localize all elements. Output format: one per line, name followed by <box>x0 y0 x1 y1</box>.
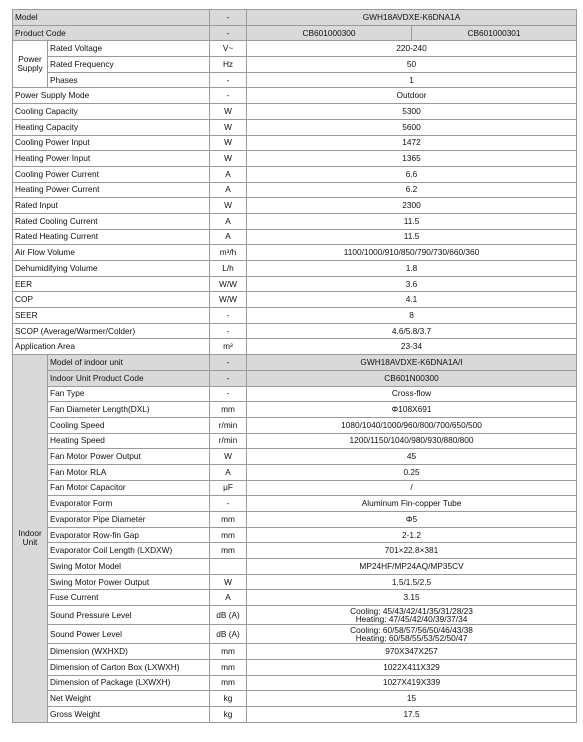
sound-heating-line: Heating: 47/45/42/40/39/37/34 <box>355 614 468 625</box>
row-label: COP <box>13 292 210 308</box>
row-unit: mm <box>210 402 247 418</box>
row-label: Fan Type <box>48 386 210 402</box>
indoor-unit-section <box>13 355 577 722</box>
row-unit: W <box>210 151 247 167</box>
row-unit: - <box>210 355 247 371</box>
row-value: 220-240 <box>247 41 577 57</box>
row-label: Fan Motor Power Output <box>48 449 210 465</box>
table-row <box>13 25 577 41</box>
row-value: 1365 <box>247 151 577 167</box>
row-value: GWH18AVDXE-K6DNA1A/I <box>247 355 577 371</box>
row-label: Evaporator Row-fin Gap <box>48 527 210 543</box>
spec-table <box>12 9 577 723</box>
table-row <box>13 659 577 675</box>
row-unit: - <box>210 25 247 41</box>
indoor-unit-group-label: Indoor Unit <box>13 355 48 722</box>
table-row <box>13 527 577 543</box>
table-row <box>13 449 577 465</box>
sound-cooling-line: Cooling: 45/43/42/41/35/31/28/23 <box>350 606 473 617</box>
row-unit: mm <box>210 644 247 660</box>
row-value: 0.25 <box>247 464 577 480</box>
row-value: 2-1.2 <box>247 527 577 543</box>
table-row <box>13 464 577 480</box>
table-row <box>13 574 577 590</box>
table-row <box>13 339 577 355</box>
table-row <box>13 276 577 292</box>
row-unit: A <box>210 213 247 229</box>
row-unit: A <box>210 229 247 245</box>
row-label: Fan Diameter Length(DXL) <box>48 402 210 418</box>
row-unit: W <box>210 119 247 135</box>
row-value: GWH18AVDXE-K6DNA1A <box>247 10 577 26</box>
row-label: Application Area <box>13 339 210 355</box>
row-label: Sound Pressure Level <box>48 606 210 625</box>
table-row <box>13 323 577 339</box>
row-value: 1080/1040/1000/960/800/700/650/500 <box>247 417 577 433</box>
table-row <box>13 292 577 308</box>
row-value: 4.1 <box>247 292 577 308</box>
table-row <box>13 496 577 512</box>
sound-heating-line: Heating: 60/58/55/53/52/50/47 <box>355 633 468 644</box>
row-unit: W <box>210 104 247 120</box>
row-unit: μF <box>210 480 247 496</box>
table-row <box>13 41 577 57</box>
table-row <box>13 543 577 559</box>
row-value: CB601000301 <box>412 25 577 41</box>
row-label: Evaporator Pipe Diameter <box>48 512 210 528</box>
row-unit: r/min <box>210 433 247 449</box>
row-unit: mm <box>210 527 247 543</box>
row-label: Rated Input <box>13 198 210 214</box>
row-value: 1 <box>247 72 577 88</box>
row-value <box>247 606 577 625</box>
row-label: Heating Power Current <box>13 182 210 198</box>
row-unit: W <box>210 135 247 151</box>
row-value: Aluminum Fin-copper Tube <box>247 496 577 512</box>
row-label: Heating Speed <box>48 433 210 449</box>
row-unit: A <box>210 166 247 182</box>
row-unit: mm <box>210 512 247 528</box>
row-value: MP24HF/MP24AQ/MP35CV <box>247 559 577 575</box>
row-unit: W <box>210 449 247 465</box>
row-unit: kg <box>210 706 247 722</box>
row-label: Fan Motor RLA <box>48 464 210 480</box>
row-value: 970X347X257 <box>247 644 577 660</box>
row-value: Φ108X691 <box>247 402 577 418</box>
table-row <box>13 72 577 88</box>
row-label: Rated Cooling Current <box>13 213 210 229</box>
row-value: CB601000300 <box>247 25 412 41</box>
table-row <box>13 10 577 26</box>
row-label: Sound Power Level <box>48 625 210 644</box>
row-value: 23-34 <box>247 339 577 355</box>
row-unit: A <box>210 182 247 198</box>
table-row <box>13 57 577 73</box>
row-unit: - <box>210 10 247 26</box>
table-row <box>13 606 577 625</box>
row-value: 45 <box>247 449 577 465</box>
row-unit: kg <box>210 691 247 707</box>
row-label: Rated Heating Current <box>13 229 210 245</box>
table-row <box>13 166 577 182</box>
row-unit: r/min <box>210 417 247 433</box>
row-unit: - <box>210 308 247 324</box>
row-value: 1027X419X339 <box>247 675 577 691</box>
row-value: 1022X411X329 <box>247 659 577 675</box>
table-row <box>13 559 577 575</box>
row-label: Heating Power Input <box>13 151 210 167</box>
row-value: Cross-flow <box>247 386 577 402</box>
table-row <box>13 417 577 433</box>
row-unit: L/h <box>210 261 247 277</box>
row-label: Dimension (WXHXD) <box>48 644 210 660</box>
row-value: 50 <box>247 57 577 73</box>
row-unit: - <box>210 88 247 104</box>
row-unit: dB (A) <box>210 625 247 644</box>
table-row <box>13 119 577 135</box>
table-row <box>13 88 577 104</box>
row-value: Φ5 <box>247 512 577 528</box>
row-value: 1100/1000/910/850/790/730/660/360 <box>247 245 577 261</box>
row-value: 1.8 <box>247 261 577 277</box>
row-label: Cooling Speed <box>48 417 210 433</box>
row-label: Rated Frequency <box>48 57 210 73</box>
row-value: / <box>247 480 577 496</box>
table-row <box>13 213 577 229</box>
row-label: Evaporator Coil Length (LXDXW) <box>48 543 210 559</box>
table-row <box>13 433 577 449</box>
row-value: 15 <box>247 691 577 707</box>
row-unit: W <box>210 574 247 590</box>
row-label: Heating Capacity <box>13 119 210 135</box>
row-unit: - <box>210 496 247 512</box>
row-unit: W/W <box>210 276 247 292</box>
row-unit: dB (A) <box>210 606 247 625</box>
general-section <box>13 88 577 355</box>
power-supply-group-label: Power Supply <box>13 41 48 88</box>
row-value: 3.6 <box>247 276 577 292</box>
row-label: SEER <box>13 308 210 324</box>
row-label: Product Code <box>13 25 210 41</box>
table-row <box>13 402 577 418</box>
row-label: Fuse Current <box>48 590 210 606</box>
row-value: CB601N00300 <box>247 370 577 386</box>
row-value: 5300 <box>247 104 577 120</box>
row-value: Outdoor <box>247 88 577 104</box>
row-label: Dimension of Package (LXWXH) <box>48 675 210 691</box>
row-label: Air Flow Volume <box>13 245 210 261</box>
row-label: Cooling Capacity <box>13 104 210 120</box>
row-label: Indoor Unit Product Code <box>48 370 210 386</box>
row-label: Swing Motor Power Output <box>48 574 210 590</box>
row-value: 1200/1150/1040/980/930/880/800 <box>247 433 577 449</box>
table-row <box>13 386 577 402</box>
table-row <box>13 512 577 528</box>
table-row <box>13 182 577 198</box>
table-row <box>13 480 577 496</box>
row-unit: W/W <box>210 292 247 308</box>
row-unit: V~ <box>210 41 247 57</box>
table-row <box>13 229 577 245</box>
row-value: 3.15 <box>247 590 577 606</box>
row-label: Dimension of Carton Box (LXWXH) <box>48 659 210 675</box>
row-label: Model of indoor unit <box>48 355 210 371</box>
row-label: SCOP (Average/Warmer/Colder) <box>13 323 210 339</box>
row-unit: mm <box>210 543 247 559</box>
row-value: 6.6 <box>247 166 577 182</box>
row-unit: A <box>210 464 247 480</box>
table-row <box>13 706 577 722</box>
row-value <box>247 625 577 644</box>
row-label: Cooling Power Input <box>13 135 210 151</box>
table-row <box>13 245 577 261</box>
row-unit: W <box>210 198 247 214</box>
row-label: Fan Motor Capacitor <box>48 480 210 496</box>
row-value: 11.5 <box>247 213 577 229</box>
row-value: 701×22.8×381 <box>247 543 577 559</box>
table-row <box>13 308 577 324</box>
table-row <box>13 104 577 120</box>
table-row <box>13 675 577 691</box>
table-row <box>13 151 577 167</box>
table-row <box>13 198 577 214</box>
row-unit: mm <box>210 675 247 691</box>
row-value: 4.6/5.8/3.7 <box>247 323 577 339</box>
row-value: 1.5/1.5/2.5 <box>247 574 577 590</box>
row-unit: A <box>210 590 247 606</box>
table-row <box>13 625 577 644</box>
table-row <box>13 691 577 707</box>
sound-cooling-line: Cooling: 60/58/57/56/50/46/43/38 <box>350 625 473 636</box>
table-row <box>13 370 577 386</box>
row-label: Dehumidifying Volume <box>13 261 210 277</box>
row-unit: m³/h <box>210 245 247 261</box>
row-value: 11.5 <box>247 229 577 245</box>
row-value: 17.5 <box>247 706 577 722</box>
row-label: Gross Weight <box>48 706 210 722</box>
row-label: Swing Motor Model <box>48 559 210 575</box>
row-label: Phases <box>48 72 210 88</box>
row-label: Rated Voltage <box>48 41 210 57</box>
row-value: 2300 <box>247 198 577 214</box>
row-value: 5600 <box>247 119 577 135</box>
row-label: Cooling Power Current <box>13 166 210 182</box>
row-label: Model <box>13 10 210 26</box>
row-unit: Hz <box>210 57 247 73</box>
row-unit <box>210 559 247 575</box>
row-unit: - <box>210 323 247 339</box>
table-row <box>13 590 577 606</box>
row-value: 8 <box>247 308 577 324</box>
row-unit: mm <box>210 659 247 675</box>
row-label: Power Supply Mode <box>13 88 210 104</box>
row-value: 6.2 <box>247 182 577 198</box>
table-row <box>13 644 577 660</box>
row-unit: - <box>210 370 247 386</box>
table-row <box>13 261 577 277</box>
row-label: EER <box>13 276 210 292</box>
row-unit: - <box>210 386 247 402</box>
row-unit: m² <box>210 339 247 355</box>
row-label: Evaporator Form <box>48 496 210 512</box>
row-value: 1472 <box>247 135 577 151</box>
row-unit: - <box>210 72 247 88</box>
table-row <box>13 355 577 371</box>
row-label: Net Weight <box>48 691 210 707</box>
table-row <box>13 135 577 151</box>
